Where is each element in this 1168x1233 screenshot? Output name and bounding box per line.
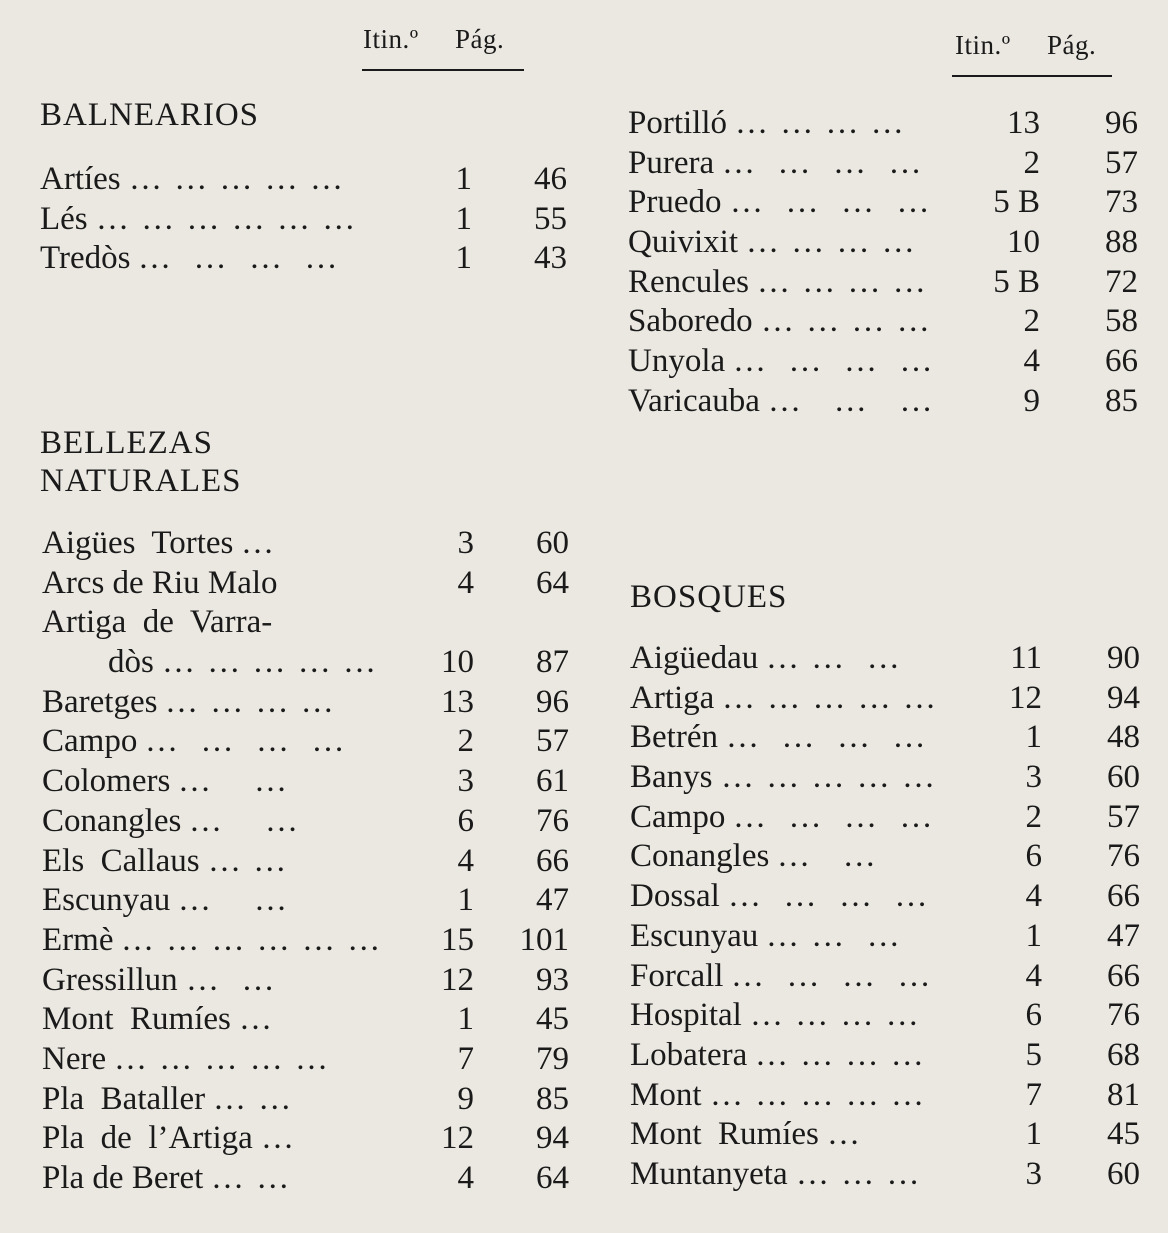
leader-dots: … … … … xyxy=(165,683,336,720)
index-entry xyxy=(630,957,1150,997)
leader-dots: … … … … … xyxy=(162,644,378,681)
entry-name: Pla de l’Artiga xyxy=(42,1120,253,1157)
entry-itinerary: 1 xyxy=(455,240,472,277)
itin-header: Itin.º xyxy=(363,24,419,54)
leader-dots: … … xyxy=(189,802,300,839)
entry-name: Artiga de Varra- xyxy=(42,604,273,641)
leader-dots: … … … … xyxy=(138,240,340,277)
entry-itinerary: 6 xyxy=(1025,997,1042,1034)
entry-page: 87 xyxy=(536,644,569,681)
leader-dots: … … … … xyxy=(761,303,932,340)
entry-page: 57 xyxy=(1105,144,1138,181)
entry-page: 66 xyxy=(1107,878,1140,915)
entry-itinerary: 7 xyxy=(1025,1076,1042,1113)
entry-name: Betrén xyxy=(630,719,718,756)
entry-page: 61 xyxy=(536,763,569,800)
entry-page: 79 xyxy=(536,1040,569,1077)
entry-page: 60 xyxy=(536,525,569,561)
entry-name: Colomers xyxy=(42,763,171,800)
index-entry xyxy=(42,881,582,921)
index-entry xyxy=(630,1076,1150,1116)
entry-page: 72 xyxy=(1105,263,1138,300)
leader-dots: … … … … xyxy=(755,1036,926,1073)
entry-name: Artiga xyxy=(630,679,715,716)
index-entry xyxy=(42,762,582,802)
leader-dots: … … … … xyxy=(722,144,924,181)
leader-dots: … … … … … … xyxy=(96,200,358,237)
index-entry xyxy=(630,837,1150,877)
entry-page: 81 xyxy=(1107,1076,1140,1113)
balnearios-continued-list xyxy=(628,104,1148,422)
entry-itinerary: 12 xyxy=(1009,679,1042,716)
entry-page: 68 xyxy=(1107,1036,1140,1073)
entry-itinerary: 12 xyxy=(441,961,474,998)
entry-page: 76 xyxy=(1107,997,1140,1034)
leader-dots: … … xyxy=(208,842,289,879)
index-entry xyxy=(630,1155,1150,1195)
index-entry xyxy=(630,1115,1150,1155)
entry-itinerary: 3 xyxy=(457,525,474,561)
entry-name: Varicauba xyxy=(628,382,760,419)
entry-name: Quivixit xyxy=(628,224,739,261)
entry-page: 94 xyxy=(536,1120,569,1157)
entry-page: 47 xyxy=(1107,917,1140,954)
entry-page: 64 xyxy=(536,1160,569,1196)
entry-name: Tredòs xyxy=(40,240,131,277)
entry-page: 96 xyxy=(536,683,569,720)
index-entry xyxy=(42,524,582,564)
entry-name: Els Callaus xyxy=(42,842,200,879)
entry-name: Baretges xyxy=(42,683,158,720)
column-header-left xyxy=(363,24,504,55)
entry-page: 93 xyxy=(536,961,569,998)
entry-name: Gressillun xyxy=(42,961,178,998)
entry-name: Muntanyeta xyxy=(630,1155,788,1192)
entry-page: 76 xyxy=(536,802,569,839)
entry-name: Aigüedau xyxy=(630,640,759,676)
index-entry xyxy=(630,1036,1150,1076)
leader-dots: … … xyxy=(211,1160,292,1196)
leader-dots: … … … … xyxy=(735,105,906,141)
entry-page: 96 xyxy=(1105,105,1138,141)
entry-page: 60 xyxy=(1107,1155,1140,1192)
entry-page: 85 xyxy=(536,1080,569,1117)
index-entry xyxy=(628,223,1148,263)
entry-name: Nere xyxy=(42,1040,107,1077)
entry-name: Lobatera xyxy=(630,1036,748,1073)
index-entry xyxy=(628,263,1148,303)
entry-itinerary: 2 xyxy=(1023,144,1040,181)
leader-dots: … … … xyxy=(766,640,902,676)
entry-page: 43 xyxy=(534,240,567,277)
leader-dots: … … … xyxy=(766,917,902,954)
entry-page: 101 xyxy=(519,921,569,958)
index-entry xyxy=(42,921,582,961)
pag-header: Pág. xyxy=(455,24,505,54)
entry-itinerary: 10 xyxy=(441,644,474,681)
entry-itinerary: 1 xyxy=(1025,719,1042,756)
entry-name: Conangles xyxy=(42,802,182,839)
entry-page: 88 xyxy=(1105,224,1138,261)
leader-dots: … … … … … xyxy=(114,1040,330,1077)
leader-dots: … … xyxy=(777,838,878,875)
leader-dots: … … xyxy=(178,763,289,800)
index-entry xyxy=(630,877,1150,917)
header-rule-left xyxy=(362,69,524,71)
index-entry xyxy=(42,842,582,882)
index-entry xyxy=(630,996,1150,1036)
entry-name: Aigües Tortes xyxy=(42,525,234,561)
entry-itinerary: 7 xyxy=(457,1040,474,1077)
entry-name: dòs xyxy=(42,644,154,681)
column-header-right xyxy=(955,30,1096,61)
entry-itinerary: 13 xyxy=(441,683,474,720)
entry-name: Forcall xyxy=(630,957,724,994)
leader-dots: … xyxy=(261,1120,296,1157)
leader-dots: … … … … xyxy=(757,263,928,300)
section-title-bellezas xyxy=(40,424,242,500)
index-entry xyxy=(630,718,1150,758)
entry-itinerary: 5 B xyxy=(993,263,1040,300)
entry-itinerary: 9 xyxy=(457,1080,474,1117)
entry-page: 90 xyxy=(1107,640,1140,676)
entry-page: 66 xyxy=(536,842,569,879)
leader-dots: … … … … … … xyxy=(121,921,383,958)
leader-dots: … … … … xyxy=(145,723,347,760)
entry-name: Mont Rumíes xyxy=(42,1001,231,1038)
bellezas-list xyxy=(42,524,582,1199)
entry-name: Hospital xyxy=(630,997,742,1034)
index-entry xyxy=(628,183,1148,223)
leader-dots: … … xyxy=(186,961,277,998)
entry-page: 48 xyxy=(1107,719,1140,756)
index-entry xyxy=(42,1159,582,1199)
entry-page: 46 xyxy=(534,161,567,197)
index-entry xyxy=(40,160,580,200)
leader-dots: … … … … xyxy=(733,798,935,835)
leader-dots: … … … … … xyxy=(722,679,938,716)
entry-itinerary: 1 xyxy=(457,1001,474,1038)
entry-itinerary: 4 xyxy=(1025,957,1042,994)
index-entry xyxy=(630,639,1150,679)
leader-dots: … … xyxy=(178,882,289,919)
entry-name: Campo xyxy=(42,723,138,760)
bosques-list xyxy=(630,639,1150,1195)
entry-name: Portilló xyxy=(628,105,728,141)
entry-name: Ermè xyxy=(42,921,114,958)
entry-page: 45 xyxy=(536,1001,569,1038)
section-title-bosques: BOSQUES xyxy=(630,579,788,615)
index-entry xyxy=(42,1040,582,1080)
index-entry xyxy=(628,342,1148,382)
entry-itinerary: 4 xyxy=(457,1160,474,1196)
leader-dots: … xyxy=(241,525,276,561)
index-entry xyxy=(42,1119,582,1159)
leader-dots: … … … … xyxy=(726,719,928,756)
index-entry xyxy=(42,683,582,723)
entry-itinerary: 13 xyxy=(1007,105,1040,141)
entry-page: 66 xyxy=(1105,343,1138,380)
entry-page: 64 xyxy=(536,564,569,601)
entry-name: Conangles xyxy=(630,838,770,875)
entry-itinerary: 3 xyxy=(1025,1155,1042,1192)
entry-itinerary: 2 xyxy=(1023,303,1040,340)
entry-name: Escunyau xyxy=(630,917,759,954)
section-title-line: BELLEZAS xyxy=(40,425,213,461)
entry-page: 47 xyxy=(536,882,569,919)
entry-itinerary: 1 xyxy=(455,200,472,237)
index-entry xyxy=(40,200,580,240)
entry-name: Purera xyxy=(628,144,715,181)
entry-page: 57 xyxy=(1107,798,1140,835)
index-entry xyxy=(630,679,1150,719)
entry-itinerary: 6 xyxy=(457,802,474,839)
entry-name: Artíes xyxy=(40,161,121,197)
entry-name: Campo xyxy=(630,798,726,835)
entry-itinerary: 15 xyxy=(441,921,474,958)
entry-page: 94 xyxy=(1107,679,1140,716)
entry-itinerary: 5 xyxy=(1025,1036,1042,1073)
entry-name: Unyola xyxy=(628,343,726,380)
entry-itinerary: 4 xyxy=(1025,878,1042,915)
index-entry xyxy=(40,239,580,279)
entry-page: 55 xyxy=(534,200,567,237)
index-entry xyxy=(42,802,582,842)
index-entry xyxy=(628,382,1148,422)
entry-page: 60 xyxy=(1107,759,1140,796)
index-entry xyxy=(630,758,1150,798)
entry-itinerary: 3 xyxy=(457,763,474,800)
entry-itinerary: 4 xyxy=(1023,343,1040,380)
entry-itinerary: 10 xyxy=(1007,224,1040,261)
index-entry xyxy=(42,564,582,604)
entry-name: Mont xyxy=(630,1076,702,1113)
entry-itinerary: 2 xyxy=(1025,798,1042,835)
entry-page: 66 xyxy=(1107,957,1140,994)
leader-dots: … … … … … xyxy=(129,161,345,197)
entry-itinerary: 1 xyxy=(457,882,474,919)
leader-dots: … xyxy=(239,1001,274,1038)
entry-name: Lés xyxy=(40,200,88,237)
entry-page: 85 xyxy=(1105,382,1138,419)
leader-dots: … xyxy=(827,1116,862,1153)
entry-name: Escunyau xyxy=(42,882,171,919)
entry-page: 76 xyxy=(1107,838,1140,875)
entry-itinerary: 1 xyxy=(1025,1116,1042,1153)
entry-name: Arcs de Riu Malo xyxy=(42,564,278,601)
section-title-balnearios: BALNEARIOS xyxy=(40,97,260,133)
entry-page: 57 xyxy=(536,723,569,760)
entry-page: 45 xyxy=(1107,1116,1140,1153)
leader-dots: … … … … xyxy=(731,957,933,994)
entry-name: Pla de Beret xyxy=(42,1160,204,1196)
entry-name: Rencules xyxy=(628,263,749,300)
entry-name: Pla Bataller xyxy=(42,1080,206,1117)
leader-dots: … … xyxy=(213,1080,294,1117)
index-entry xyxy=(628,104,1148,144)
entry-page: 73 xyxy=(1105,184,1138,221)
itin-header: Itin.º xyxy=(955,30,1011,60)
entry-name: Banys xyxy=(630,759,713,796)
leader-dots: … … … … … xyxy=(721,759,937,796)
leader-dots: … … … xyxy=(796,1155,922,1192)
leader-dots: … … … … xyxy=(733,343,935,380)
entry-itinerary: 4 xyxy=(457,564,474,601)
leader-dots: … … … … xyxy=(730,184,932,221)
entry-name: Dossal xyxy=(630,878,720,915)
entry-itinerary: 1 xyxy=(455,161,472,197)
balnearios-list xyxy=(40,160,580,279)
entry-name: Saboredo xyxy=(628,303,753,340)
header-rule-right xyxy=(952,75,1112,77)
entry-itinerary: 12 xyxy=(441,1120,474,1157)
index-entry xyxy=(42,1080,582,1120)
entry-page: 58 xyxy=(1105,303,1138,340)
leader-dots: … … … … xyxy=(750,997,921,1034)
index-entry xyxy=(42,961,582,1001)
entry-name: Pruedo xyxy=(628,184,722,221)
index-entry xyxy=(630,798,1150,838)
entry-itinerary: 11 xyxy=(1010,640,1042,676)
index-entry xyxy=(628,144,1148,184)
index-entry xyxy=(628,302,1148,342)
leader-dots: … … … … … xyxy=(710,1076,926,1113)
entry-itinerary: 9 xyxy=(1023,382,1040,419)
leader-dots: … … … xyxy=(768,382,935,419)
entry-name: Mont Rumíes xyxy=(630,1116,819,1153)
index-entry xyxy=(630,917,1150,957)
pag-header: Pág. xyxy=(1047,30,1097,60)
index-entry xyxy=(42,603,582,643)
entry-itinerary: 5 B xyxy=(993,184,1040,221)
section-title-line: NATURALES xyxy=(40,463,242,499)
leader-dots: … … … … xyxy=(746,224,917,261)
entry-itinerary: 6 xyxy=(1025,838,1042,875)
index-entry xyxy=(42,1000,582,1040)
entry-itinerary: 1 xyxy=(1025,917,1042,954)
entry-itinerary: 3 xyxy=(1025,759,1042,796)
entry-itinerary: 2 xyxy=(457,723,474,760)
index-entry xyxy=(42,643,582,683)
index-entry xyxy=(42,722,582,762)
entry-itinerary: 4 xyxy=(457,842,474,879)
leader-dots: … … … … xyxy=(728,878,930,915)
